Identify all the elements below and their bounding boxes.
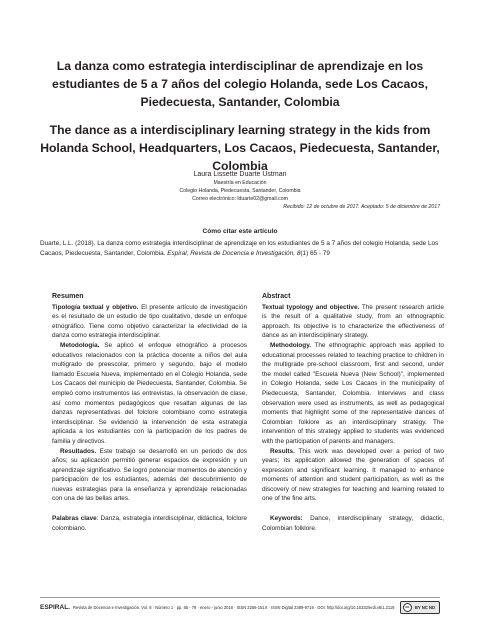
resumen-keywords-label: Palabras clave <box>52 515 97 523</box>
citation-issue-pages: (1) 65 - 79 <box>300 250 330 257</box>
citation-volume: 8 <box>296 250 301 257</box>
resumen-keywords-text: : Danza, estrategia interdisciplinar, didáctica, folclore colombiano. <box>52 515 247 532</box>
abstract-keywords <box>262 514 444 533</box>
abstract-objective <box>262 303 444 341</box>
title-english: The dance as a interdisciplinary learning strategy in the kids from Holanda School, Headquarters, Los Cacaos, Piedecuesta, Santander, Colombia <box>40 123 440 173</box>
resumen-heading: Resumen <box>52 293 84 300</box>
resumen-column <box>52 292 247 533</box>
page-footer <box>40 597 440 614</box>
cc-icon: cc <box>403 603 412 612</box>
author-degree: Maestría en Educación <box>213 180 267 186</box>
journal-logo: ESPIRAL. <box>40 603 70 611</box>
resumen-keywords <box>52 514 247 533</box>
resumen-objective <box>52 303 247 341</box>
abstract-results <box>262 447 444 505</box>
resumen-methodology-label: Metodología. <box>60 341 100 349</box>
author-block <box>150 170 330 203</box>
cc-license-label: BY NC ND <box>414 604 435 610</box>
resumen-results-text: Este trabajo se desarrolló en un periodo de dos años; su aplicación permitió generar espacios de expresión y un aprendizaje significativo. Se logró potenciar momentos de atención y participación de los estudiantes, además del descubrimiento de nuevas estrategias para la enseñanza y aprendizaje relacionadas con una de las bellas artes. <box>52 447 248 503</box>
received-accepted-dates: Recibido: 12 de octubre de 2017. Aceptado: 5 de diciembre de 2017 <box>283 204 440 210</box>
author-affiliation: Colegio Holanda, Piedecuesta, Santander, Colombia <box>179 188 301 194</box>
creative-commons-badge[interactable] <box>400 601 440 614</box>
citation-text <box>40 239 440 259</box>
citation-journal: Espiral, Revista de Docencia e Investigación, <box>167 250 296 257</box>
resumen-methodology <box>52 341 247 447</box>
abstract-results-text: This work was developed over a period of two years; its application allowed the generation of spaces of expression and significant learning. It managed to enhance moments of attention and student participation, as well as the discovery of new strategies for teaching and learning related to one of the fine arts. <box>262 447 444 503</box>
abstract-objective-text: The present research article is the result of a qualitative study, from an ethnographic approach. Its objective is to characterize the effectiveness of dance as an interdisciplinary strategy. <box>262 303 444 340</box>
resumen-methodology-text: Se aplicó el enfoque etnográfico a procesos educativos relacionados con la práctica docente a niños del aula multigrado de preescolar, primero y segundo, bajo el modelo llamado Escuela Nueva, implementado en el Colegio Holanda, sede Los Cacaos del municipio de Piedecuesta, Santander, Colombia. Se empleó como instrumentos las entrevistas, la observación de clase, así como momentos pedagógicos que resaltan algunas de las danzas representativas del folclore colombiano como estrategia interdisciplinar. Se evidenció la intervención de esta estrategia aplicada a los estudiantes con la participación de los padres de familia y directivos. <box>52 341 247 445</box>
resumen-objective-label: Tipología textual y objetivo. <box>52 303 139 311</box>
resumen-results <box>52 447 247 505</box>
abstract-column <box>262 292 444 533</box>
footer-row <box>40 601 440 614</box>
abstract-objective-label: Textual typology and objective. <box>262 303 360 311</box>
abstract-heading: Abstract <box>262 293 291 300</box>
author-email[interactable]: Correo electrónico: lduarte02@gmail.com <box>192 196 288 202</box>
title-spanish: La danza como estrategia interdisciplinar de aprendizaje en los estudiantes de 5 a 7 años del colegio Holanda, sede Los Cacaos, Piedecuesta, Santander, Colombia <box>52 59 428 109</box>
author-name: Laura Lissette Duarte Ustman <box>193 171 287 178</box>
citation-plain: Duarte, L.L. (2018). La danza como estrategia interdisciplinar de aprendizaje en los estudiantes de 5 a 7 años del colegio Holanda, sede Los Cacaos, Piedecuesta, Santander, Colombia. <box>40 240 439 257</box>
footer-text[interactable]: Revista de Docencia e Investigación. Vol. 8 · Número 1 · pp. 65 - 79 · enero - junio 2018 · ISSN 2256-151X · ISSN Digital 2389-9719 · DOI: http://doi.org/10.15332/erdi.v8i1.2119 <box>72 604 395 610</box>
citation-heading: Cómo citar este artículo <box>202 228 278 235</box>
abstract-keywords-label: Keywords: <box>270 515 303 523</box>
abstract-methodology-text: The ethnographic approach was applied to educational processes related to teaching practice to children in the multigrade pre-school classroom, first and second, under the model called "Escuela Nueva (New School)", implemented in Colegio Holanda, sede Los Cacaos in the municipality of Piedecuesta, Santander, Colombia. Interviews and class observation were used as instruments, as well as pedagogical moments that highlight some of the representative dances of Colombian folklore as an interdisciplinary strategy. The intervention of this strategy applied to students was evidenced with the participation of parents and managers. <box>262 341 444 445</box>
resumen-results-label: Resultados. <box>60 447 97 455</box>
abstract-methodology <box>262 341 444 447</box>
resumen-objective-text: El presente artículo de investigación es el resultado de un estudio de tipo cualitativo, desde un enfoque etnográfico. Tiene como objetivo caracterizar la efectividad de la danza como estrategia interdisciplinar. <box>52 303 247 340</box>
abstract-keywords-text: Dance, interdisciplinary strategy, didactic, Colombian folklore. <box>262 515 444 532</box>
abstract-results-label: Results. <box>270 447 295 455</box>
abstract-methodology-label: Methodology. <box>270 341 312 349</box>
